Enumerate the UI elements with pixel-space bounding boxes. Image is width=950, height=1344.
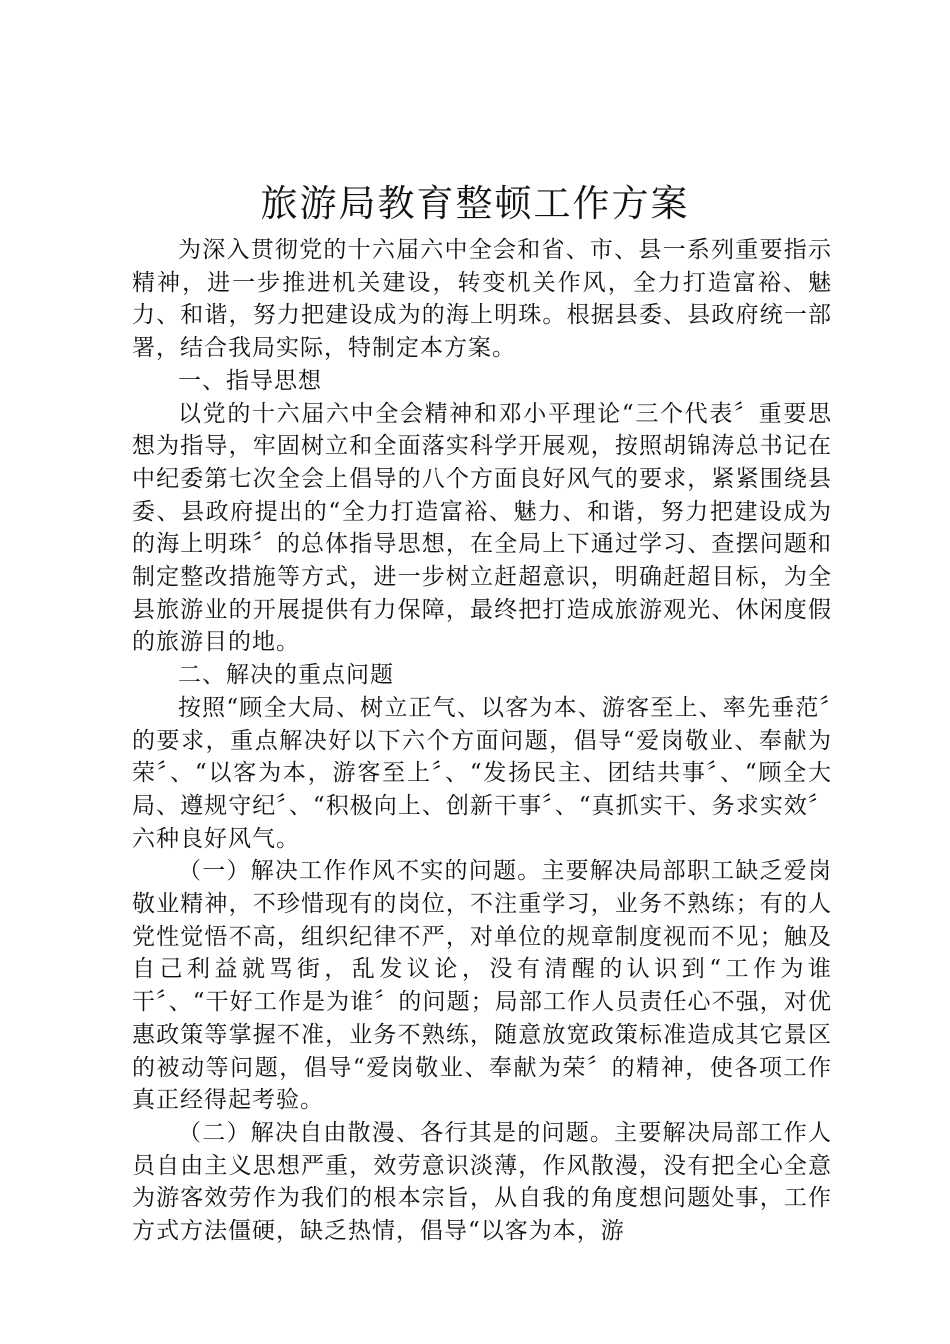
paragraph-issue-one: （一）解决工作作风不实的问题。主要解决局部职工缺乏爱岗敬业精神，不珍惜现有的岗位，不注重学习，业务不熟练；有的人党性觉悟不高，组织纪律不严，对单位的规章制度视而不见；触及自己利益就骂街，乱发议论，没有清醒的认识到“工作为谁干〞、“干好工作是为谁〞的问题；局部工作人员责任心不强，对优惠政策等掌握不准，业务不熟练，随意放宽政策标准造成其它景区的被动等问题，倡导“爱岗敬业、奉献为荣〞的精神，使各项工作真正经得起考验。 [132,858,832,1114]
section-heading-guiding-ideology: 一、指导思想 [178,367,322,394]
section-heading-key-issues: 二、解决的重点问题 [178,662,394,689]
paragraph-guiding-ideology: 以党的十六届六中全会精神和邓小平理论“三个代表〞重要思想为指导，牢固树立和全面落实科学开展观，按照胡锦涛总书记在中纪委第七次全会上倡导的八个方面良好风气的要求，紧紧围绕县委、县政府提出的“全力打造富裕、魅力、和谐，努力把建设成为的海上明珠〞的总体指导思想，在全局上下通过学习、查摆问题和制定整改措施等方式，进一步树立赶超意识，明确赶超目标，为全县旅游业的开展提供有力保障，最终把打造成旅游观光、休闲度假的旅游目的地。 [132,400,832,656]
paragraph-intro: 为深入贯彻党的十六届六中全会和省、市、县一系列重要指示精神，进一步推进机关建设，转变机关作风，全力打造富裕、魅力、和谐，努力把建设成为的海上明珠。根据县委、县政府统一部署，结合我局实际，特制定本方案。 [132,237,832,362]
paragraph-issue-two: （二）解决自由散漫、各行其是的问题。主要解决局部工作人员自由主义思想严重，效劳意识淡薄，作风散漫，没有把全心全意为游客效劳作为我们的根本宗旨，从自我的角度想问题处事，工作方式方法僵硬，缺乏热情，倡导“以客为本，游 [132,1119,832,1245]
document-body [132,234,832,1248]
document-title: 旅游局教育整顿工作方案 [260,182,690,225]
paragraph-key-issues: 按照“顾全大局、树立正气、以客为本、游客至上、率先垂范〞的要求，重点解决好以下六个方面问题，倡导“爱岗敬业、奉献为荣〞、“以客为本，游客至上〞、“发扬民主、团结共事〞、“顾全大局、遵规守纪〞、“积极向上、创新干事〞、“真抓实干、务求实效〞六种良好风气。 [132,694,832,852]
